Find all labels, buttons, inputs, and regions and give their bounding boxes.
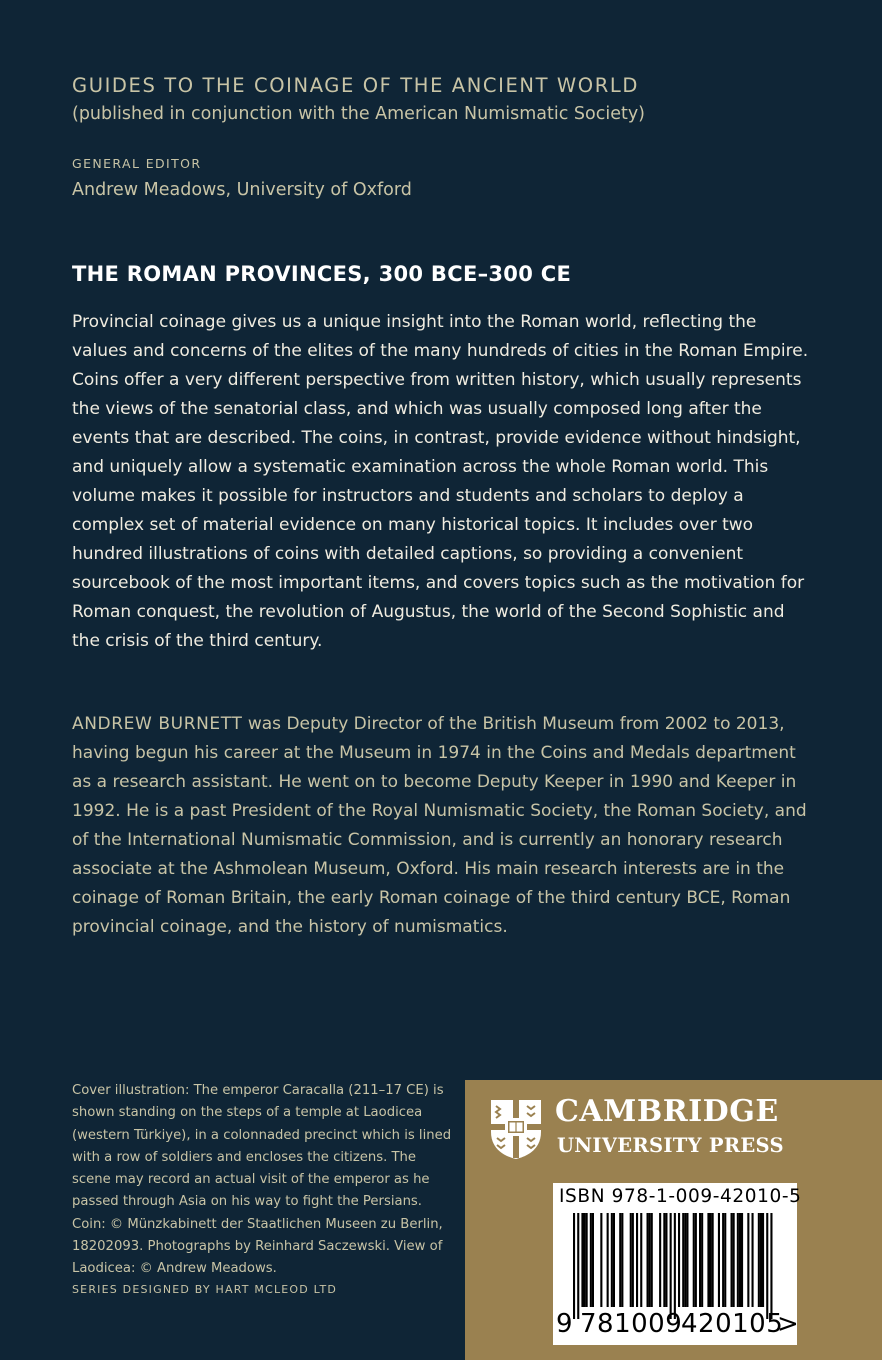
barcode-bar xyxy=(632,1213,634,1307)
author-name: ANDREW BURNETT xyxy=(72,714,243,734)
cover-illustration-credit: Cover illustration: The emperor Caracalla (211–17 CE) is shown standing on the steps of a temple at Laodicea (western Türkiye), in a colonnaded precinct which is lined with a row of soldiers and encloses the citizens. The scene may record an actual visit of the emperor as he passed through Asia on his way to fight the Persians. Coin: © Münzkabinett der Staatlichen Museen zu Berlin, 18202093. Photographs by Reinhard Saczewski. View of Laodicea: © Andrew Meadows. xyxy=(72,1083,452,1277)
barcode-bar xyxy=(695,1213,697,1307)
barcode-bar xyxy=(733,1213,735,1307)
barcode-bar xyxy=(701,1213,703,1307)
barcode-bar xyxy=(684,1213,686,1307)
cambridge-crest-icon xyxy=(489,1098,543,1160)
general-editor-name: Andrew Meadows, University of Oxford xyxy=(72,180,412,200)
barcode-guard-bar xyxy=(577,1213,579,1319)
barcode-bar xyxy=(712,1213,714,1307)
barcode-bar xyxy=(647,1213,649,1307)
barcode-guard-bar xyxy=(766,1213,768,1319)
publisher-panel xyxy=(465,1080,882,1360)
barcode-bar xyxy=(699,1213,701,1307)
barcode-bar xyxy=(678,1213,680,1307)
general-editor-label: GENERAL EDITOR xyxy=(72,156,202,171)
barcode-bar xyxy=(747,1213,749,1307)
barcode-bar xyxy=(581,1213,583,1307)
publisher-subtitle: UNIVERSITY PRESS xyxy=(557,1134,784,1157)
barcode-bar xyxy=(724,1213,726,1307)
barcode-bar xyxy=(600,1213,602,1307)
series-title: GUIDES TO THE COINAGE OF THE ANCIENT WORLD xyxy=(72,74,639,97)
author-bio-text: was Deputy Director of the British Museum from 2002 to 2013, having begun his career at the Museum in 1974 in the Coins and Medals department as a research assistant. He went on to become Deputy Keeper in 1990 and Keeper in 1992. He is a past President of the Royal Numismatic Society, the Roman Society, and of the International Numismatic Commission, and is currently an honorary research associate at the Ashmolean Museum, Oxford. His main research interests are in the coinage of Roman Britain, the early Roman coinage of the third century BCE, Roman provincial coinage, and the history of numismatics. xyxy=(72,714,807,937)
barcode-bar xyxy=(718,1213,720,1307)
barcode-bar xyxy=(640,1213,642,1307)
barcode-bar xyxy=(619,1213,621,1307)
isbn-label: ISBN 978-1-009-42010-5 xyxy=(559,1186,802,1207)
barcode-bar xyxy=(586,1213,588,1307)
barcode-bar xyxy=(592,1213,594,1307)
barcode-bar xyxy=(739,1213,741,1307)
barcode-bar xyxy=(663,1213,665,1307)
barcode-bar xyxy=(584,1213,586,1307)
book-title: THE ROMAN PROVINCES, 300 BCE–300 CE xyxy=(72,262,572,286)
barcode-bar xyxy=(752,1213,754,1307)
barcode-bar xyxy=(758,1213,760,1307)
barcode-bar xyxy=(621,1213,623,1307)
barcode-bar xyxy=(710,1213,712,1307)
isbn-barcode xyxy=(553,1183,802,1345)
ean-digits xyxy=(553,1309,797,1339)
barcode-bar xyxy=(665,1213,667,1307)
author-bio xyxy=(72,710,812,942)
barcode-bar xyxy=(731,1213,733,1307)
barcode-bar xyxy=(693,1213,695,1307)
barcode-bar xyxy=(611,1213,613,1307)
barcode-bar xyxy=(651,1213,653,1307)
barcode-bar xyxy=(607,1213,609,1307)
barcode-bar xyxy=(590,1213,592,1307)
ean-right-digits: 420105 xyxy=(681,1309,784,1339)
barcode-bar xyxy=(722,1213,724,1307)
barcode-bar xyxy=(630,1213,632,1307)
barcode-bar xyxy=(707,1213,709,1307)
ean-first-digit: 9 xyxy=(556,1309,573,1339)
barcode-bar xyxy=(737,1213,739,1307)
book-description: Provincial coinage gives us a unique insight into the Roman world, reflecting the values and concerns of the elites of the many hundreds of cities in the Roman Empire. Coins offer a very different perspective from written history, which usually represents the views of the senatorial class, and which was usually composed long after the events that are described. The coins, in contrast, provide evidence without hindsight, and uniquely allow a systematic examination across the whole Roman world. This volume makes it possible for instructors and students and scholars to deploy a complex set of material evidence on many historical topics. It includes over two hundred illustrations of coins with detailed captions, so providing a convenient sourcebook of the most important items, and covers topics such as the motivation for Roman conquest, the revolution of Augustus, the world of the Second Sophistic and the crisis of the third century. xyxy=(72,312,809,651)
barcode-bar xyxy=(636,1213,638,1307)
barcode-bar xyxy=(649,1213,651,1307)
barcode-bar xyxy=(659,1213,661,1307)
barcode-guard-bar xyxy=(670,1213,672,1319)
barcode-guard-bar xyxy=(674,1213,676,1319)
barcode-guard-bar xyxy=(770,1213,772,1319)
barcode-bar xyxy=(613,1213,615,1307)
barcode-bar xyxy=(760,1213,762,1307)
barcode-bar xyxy=(682,1213,684,1307)
barcode-bar xyxy=(762,1213,764,1307)
ean-quiet-zone-mark: > xyxy=(777,1309,799,1339)
barcode-guard-bar xyxy=(573,1213,575,1319)
publisher-name: CAMBRIDGE xyxy=(555,1094,779,1129)
barcode-bar xyxy=(741,1213,743,1307)
series-design-credit: SERIES DESIGNED BY HART MCLEOD LTD xyxy=(72,1283,338,1296)
series-subtitle: (published in conjunction with the American Numismatic Society) xyxy=(72,104,646,124)
barcode-bar xyxy=(686,1213,688,1307)
ean-left-digits: 781009 xyxy=(580,1309,683,1339)
